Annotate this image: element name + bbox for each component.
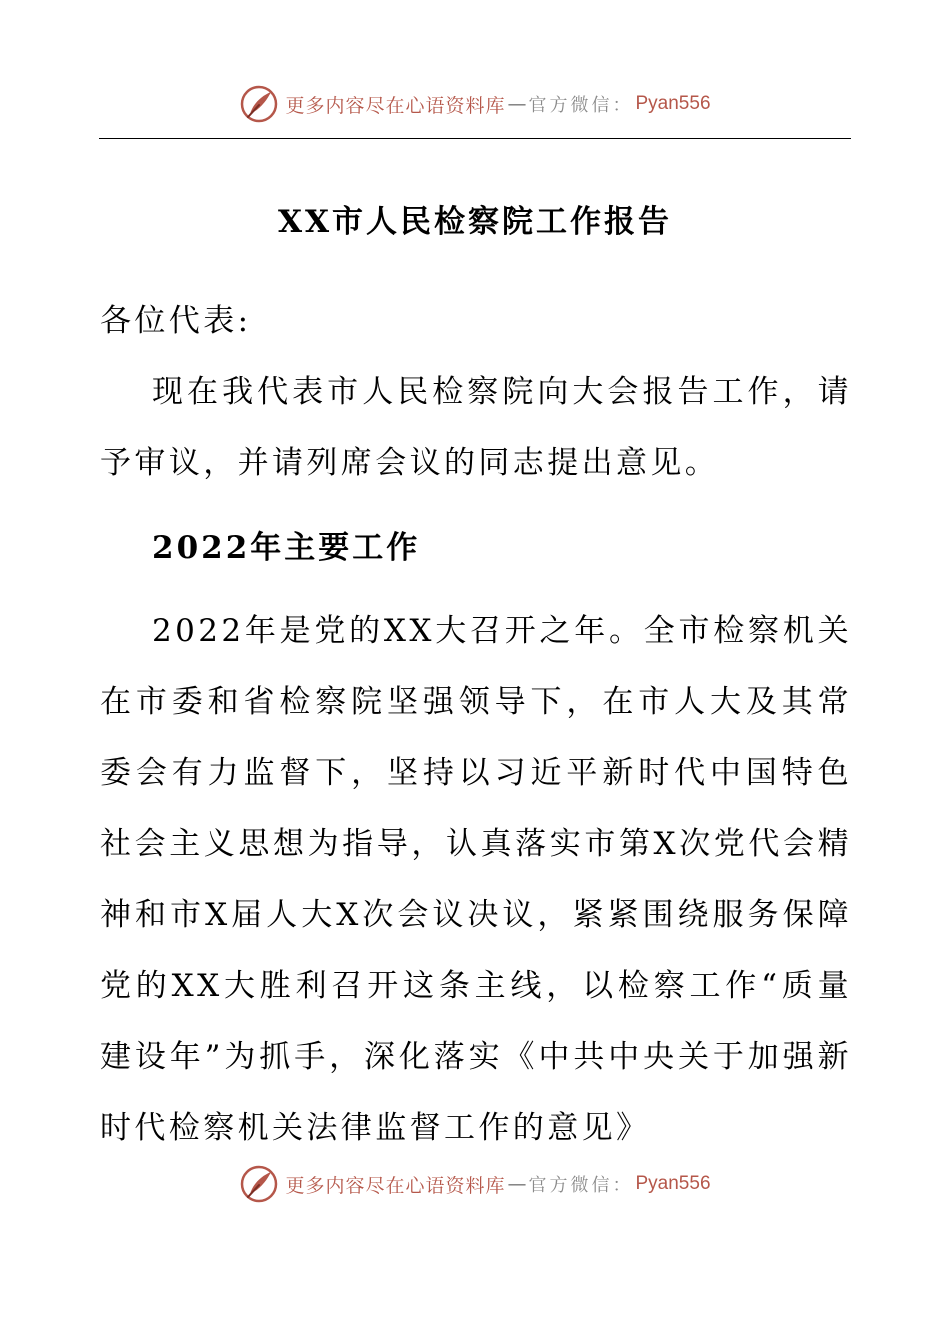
header-banner xyxy=(0,80,950,128)
banner-separator: — xyxy=(507,93,527,115)
body-paragraph: 2022年是党的XX大召开之年。全市检察机关在市委和省检察院坚强领导下，在市人大及其常委会有力监督下，坚持以习近平新时代中国特色社会主义思想为指导，认真落实市第X次党代会精神和市X届人大X次会议决议，紧紧围绕服务保障党的XX大胜利召开这条主线，以检察工作“质量建设年”为抓手，深化落实《中共中央关于加强新时代检察机关法律监督工作的意见》 xyxy=(100,613,852,1146)
footer-separator: — xyxy=(507,1173,527,1195)
footer-wechat-id: Pyan556 xyxy=(635,1173,711,1194)
feather-quill-logo-icon xyxy=(239,84,279,124)
banner-brand-text: 更多内容尽在心语资料库 xyxy=(285,94,506,117)
document-body xyxy=(100,286,852,1164)
footer-brand-text: 更多内容尽在心语资料库 xyxy=(285,1174,506,1197)
footer-wechat-label: 官方微信： xyxy=(528,1175,634,1196)
banner-wechat-id: Pyan556 xyxy=(635,93,711,114)
feather-quill-logo-icon xyxy=(239,1164,279,1204)
header-divider xyxy=(99,138,851,139)
intro-paragraph: 现在我代表市人民检察院向大会报告工作，请予审议，并请列席会议的同志提出意见。 xyxy=(100,374,852,481)
section-heading: 2022年主要工作 xyxy=(152,530,421,566)
footer-banner xyxy=(0,1160,950,1208)
salutation: 各位代表: xyxy=(100,303,252,339)
banner-wechat-label: 官方微信： xyxy=(528,95,634,116)
document-title: XX市人民检察院工作报告 xyxy=(277,204,673,240)
